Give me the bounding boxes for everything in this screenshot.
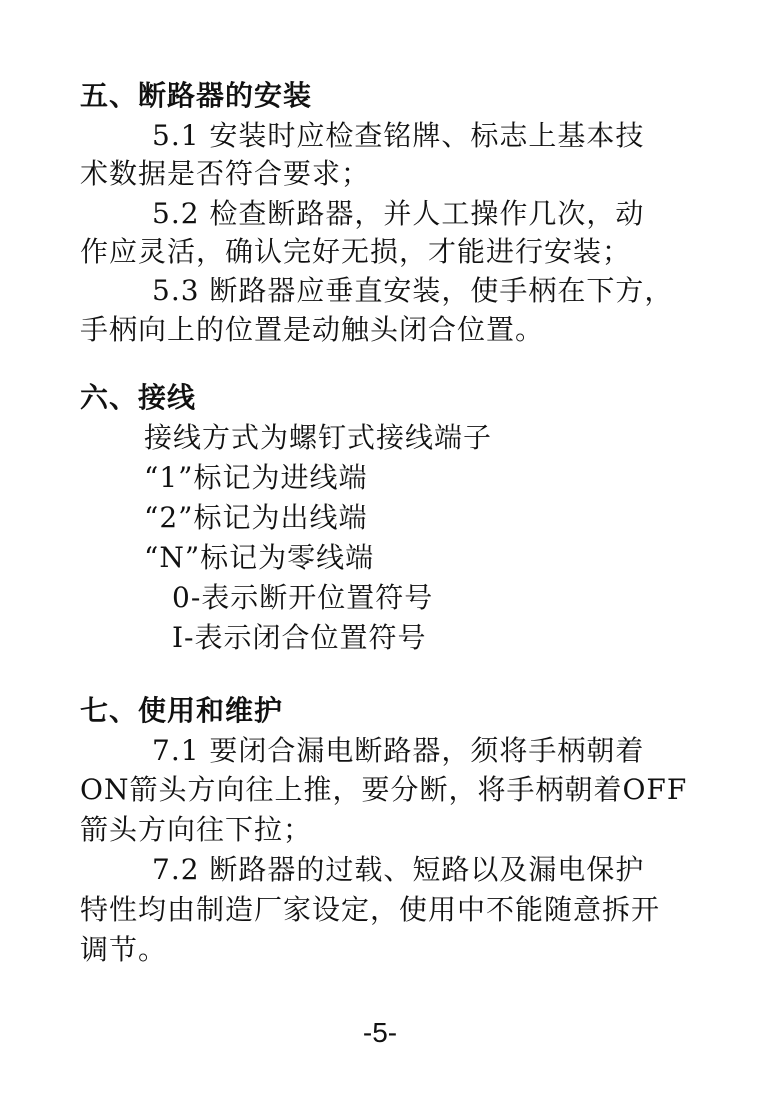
section-5-line: 5.3 断路器应垂直安装，使手柄在下方， <box>152 274 674 307</box>
section-6-line: “N”标记为零线端 <box>144 541 375 574</box>
section-7-line: 调节。 <box>80 933 168 966</box>
section-7-line: ON箭头方向往上推，要分断，将手柄朝着OFF <box>80 773 688 806</box>
section-7-line: 7.1 要闭合漏电断路器，须将手柄朝着 <box>152 734 645 767</box>
section-6-line: 0-表示断开位置符号 <box>172 581 434 614</box>
page-number: -5- <box>362 1017 398 1048</box>
section-7-line: 箭头方向往下拉； <box>80 813 313 846</box>
section-5-line: 5.1 安装时应检查铭牌、标志上基本技 <box>152 119 645 152</box>
section-7-line: 特性均由制造厂家设定，使用中不能随意拆开 <box>80 893 661 926</box>
section-5-line: 作应灵活，确认完好无损，才能进行安装； <box>80 235 632 268</box>
section-6-line: I-表示闭合位置符号 <box>172 621 427 654</box>
section-5-line: 手柄向上的位置是动触头闭合位置。 <box>80 313 545 346</box>
section-6-line: “2”标记为出线端 <box>144 501 368 534</box>
section-6-line: 接线方式为螺钉式接线端子 <box>144 421 493 454</box>
section-5-line: 5.2 检查断路器，并人工操作几次，动 <box>152 197 645 230</box>
section-6-heading: 六、接线 <box>80 381 197 414</box>
section-5-heading: 五、断路器的安装 <box>80 79 313 112</box>
section-7-heading: 七、使用和维护 <box>80 694 284 727</box>
section-6-line: “1”标记为进线端 <box>144 461 368 494</box>
section-5-line: 术数据是否符合要求； <box>80 157 371 190</box>
section-7-line: 7.2 断路器的过载、短路以及漏电保护 <box>152 853 645 886</box>
